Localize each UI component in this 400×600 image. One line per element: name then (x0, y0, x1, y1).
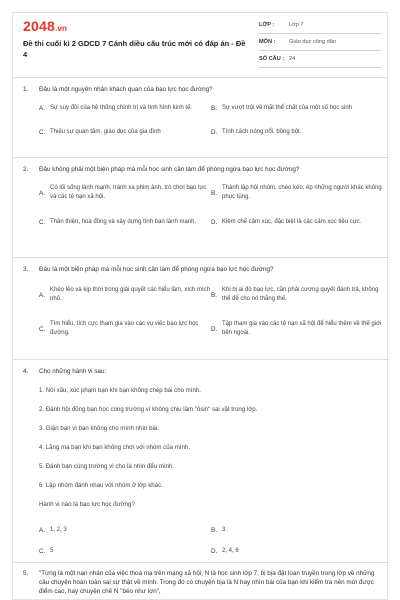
option-d[interactable] (211, 320, 383, 338)
option-b[interactable] (211, 526, 383, 535)
meta-label: SỐ CÂU : (259, 56, 285, 62)
site-logo[interactable] (23, 18, 67, 34)
meta-row-subject (259, 34, 381, 51)
question-3 (23, 265, 382, 336)
option-letter: C. (39, 129, 46, 136)
option-letter: C. (39, 325, 46, 333)
document-page (12, 12, 388, 600)
option-b[interactable] (211, 184, 383, 202)
statement-line: 2. Đánh hội đồng bạn học cùng trường vì không chịu làm "ôsin" sai vặt trong lớp. (39, 406, 258, 413)
option-text: Khi bị ai đó bạo lực, cần phải cương quyết đánh trả, không thể để cho nó thắng thế. (222, 287, 379, 302)
option-letter: C. (39, 219, 46, 226)
meta-value: 24 (289, 56, 296, 62)
option-text: Thành lập hội nhóm, chèo kéo, ép những người khác không phục tùng. (222, 185, 382, 200)
meta-label: LỚP : (259, 22, 275, 28)
document-header (13, 13, 387, 78)
meta-table (259, 17, 381, 68)
option-letter: B. (211, 527, 217, 534)
question-number: 2. (23, 166, 29, 173)
option-c[interactable] (39, 547, 211, 556)
option-c[interactable] (39, 218, 211, 227)
option-c[interactable] (39, 128, 211, 137)
option-b[interactable] (211, 286, 383, 304)
meta-value: Lớp 7 (289, 22, 304, 28)
option-a[interactable] (39, 104, 211, 113)
question-stem (23, 85, 379, 94)
option-letter: A. (39, 189, 45, 197)
question-number: 5. (23, 570, 29, 577)
option-text: Kiềm chế cảm xúc, đặc biệt là các cảm xúc tiêu cực. (222, 219, 362, 225)
sub-question: Hành vi nào là bạo lực học đường? (39, 501, 135, 508)
meta-row-class (259, 17, 381, 34)
option-text: Khéo léo và kịp thời trong giải quyết các hiểu lầm, xích mích nhỏ. (50, 287, 211, 302)
question-number: 4. (23, 368, 29, 375)
option-letter: B. (211, 105, 217, 112)
meta-row-count (259, 51, 381, 68)
meta-label: MÔN : (259, 39, 276, 45)
question-text: Đâu là một biện pháp mà mỗi học sinh cần làm để phòng ngừa bạo lực học đường? (39, 266, 274, 273)
option-text: Tập tham gia vào các tệ nạn xã hội để hiểu thêm về thế giới bên ngoài. (222, 321, 382, 336)
option-text: 5 (50, 548, 54, 554)
option-letter: B. (211, 291, 217, 299)
option-d[interactable] (211, 547, 383, 556)
statement-line: 5. Đánh bạn cùng trường vì cho là nhìn đểu mình. (39, 463, 175, 470)
option-letter: D. (211, 219, 218, 226)
divider (13, 359, 389, 360)
question-4 (23, 367, 379, 555)
option-text: Tính cách nóng nổi, bồng bột. (222, 129, 302, 135)
divider (13, 257, 389, 258)
divider (13, 562, 389, 563)
question-stem (23, 569, 379, 596)
option-text: Thiếu sự quan tâm, giáo dục của gia đình (50, 129, 161, 135)
option-letter: A. (39, 291, 45, 299)
option-letter: A. (39, 527, 45, 534)
option-text: 3 (222, 527, 226, 533)
option-a[interactable] (39, 184, 211, 202)
statement-line: 3. Giận bạn vì bạn không cho mình nhìn bài. (39, 425, 159, 432)
statement-line: 1. Nói xấu, xúc phạm bạn khi bạn không chép bài cho mình. (39, 387, 201, 394)
question-stem (23, 265, 379, 274)
question-text: Đâu không phải một biện pháp mà mỗi học sinh cần làm để phòng ngừa bạo lực học đường? (39, 166, 300, 173)
question-stem (23, 165, 379, 174)
option-letter: D. (211, 548, 218, 555)
option-d[interactable] (211, 218, 383, 227)
question-number: 3. (23, 266, 29, 273)
option-a[interactable] (39, 526, 211, 535)
option-letter: C. (39, 548, 46, 555)
logo-text: 2048 (23, 18, 55, 34)
question-text: Đâu là một nguyên nhân khách quan của bạo lực học đường? (39, 86, 213, 93)
question-text: Cho những hành vi sau: (39, 368, 107, 375)
statement-line: 6. Lập nhóm đánh nhau với nhóm ở lớp khác. (39, 482, 163, 489)
option-text: Thân thiện, hoà đồng và xây dựng tình bạn lành mạnh. (50, 219, 197, 225)
question-5 (23, 569, 379, 596)
statement-line: 4. Lăng mạ bạn khi bạn không chơi với nhóm của mình. (39, 444, 190, 451)
divider (13, 157, 389, 158)
option-letter: D. (211, 325, 218, 333)
logo-suffix: .vn (54, 24, 68, 33)
option-text: Có lối sống lành mạnh, tránh xa phim ảnh, trò chơi bạo lực và các tệ nạn xã hội. (50, 185, 207, 200)
option-text: Sự vượt trội về mặt thể chất của một số học sinh (222, 105, 353, 111)
question-text: "Từng là một nạn nhân của việc thoá mạ trên mạng xã hội, N là học sinh lớp 7, bị bịa đặt loan truyền trong lớp về những câu chuyện hoàn toàn sai sự thật về mình. Trong đó có chuyện bịa là N hay nhìn bài của bạn khi kiểm tra nên mới được điểm cao, hay chuyện chê N "béo như lợn", (39, 570, 375, 595)
option-a[interactable] (39, 286, 211, 304)
page-title: Đề thi cuối kì 2 GDCD 7 Cánh diều cấu trúc mới có đáp án - Đề 4 (23, 39, 246, 59)
option-c[interactable] (39, 320, 211, 338)
question-2 (23, 165, 382, 226)
option-text: 2, 4, 6 (222, 548, 239, 554)
meta-value: Giáo dục công dân (289, 39, 336, 45)
option-text: Tìm hiểu, tích cực tham gia vào các vụ việc bạo lực học đường. (50, 321, 199, 336)
question-number: 1. (23, 86, 29, 93)
question-stem (23, 367, 379, 376)
option-letter: B. (211, 189, 217, 197)
option-text: Sự suy đồi của hệ thống chính trị và tình hình kinh tế. (50, 105, 193, 111)
option-letter: D. (211, 129, 218, 136)
option-letter: A. (39, 105, 45, 112)
option-d[interactable] (211, 128, 383, 137)
option-b[interactable] (211, 104, 383, 113)
option-text: 1, 2, 3 (50, 527, 67, 533)
question-1 (23, 85, 379, 136)
